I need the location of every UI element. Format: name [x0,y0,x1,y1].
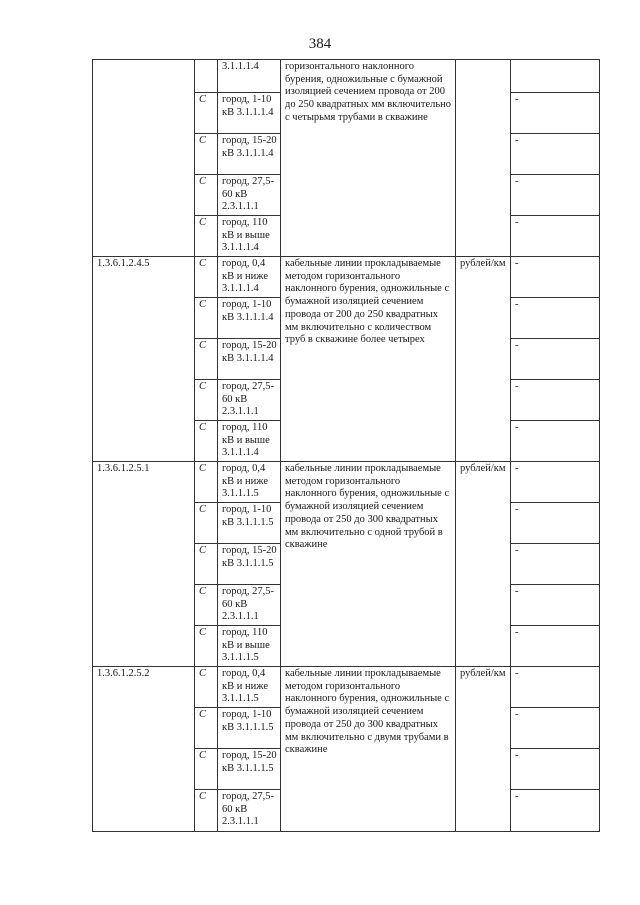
letter-cell: С [195,462,218,503]
tariff-table-body [93,60,600,832]
letter-cell [195,60,218,93]
value-cell: - [511,339,600,380]
area-cell: город, 15-20 кВ 3.1.1.1.5 [218,544,281,585]
code-cell: 1.3.6.1.2.5.2 [93,667,195,832]
letter-cell: С [195,667,218,708]
description-cell: кабельные линии прокладываемые методом горизонтального наклонного бурения, одножильные с бумажной изоляцией сечением провода от 200 до 250 квадратных мм включительно с количеством труб в скважине более четырех [281,257,456,462]
unit-cell [456,60,511,257]
description-cell: горизонтального наклонного бурения, одножильные с бумажной изоляцией сечением провода от 200 до 250 квадратных мм включительно с четырьмя трубами в скважине [281,60,456,257]
value-cell: - [511,93,600,134]
area-cell: город, 1-10 кВ 3.1.1.1.5 [218,503,281,544]
area-cell: город, 27,5-60 кВ 2.3.1.1.1 [218,175,281,216]
area-cell: город, 1-10 кВ 3.1.1.1.5 [218,708,281,749]
value-cell: - [511,257,600,298]
value-cell: - [511,585,600,626]
letter-cell: С [195,585,218,626]
code-cell [93,60,195,257]
tariff-table [92,59,600,832]
area-cell: город, 110 кВ и выше 3.1.1.1.5 [218,626,281,667]
area-cell: город, 15-20 кВ 3.1.1.1.4 [218,339,281,380]
value-cell: - [511,626,600,667]
value-cell: - [511,298,600,339]
area-cell: 3.1.1.1.4 [218,60,281,93]
value-cell: - [511,503,600,544]
value-cell: - [511,134,600,175]
unit-cell: рублей/км [456,462,511,667]
area-cell: город, 0,4 кВ и ниже 3.1.1.1.5 [218,667,281,708]
letter-cell: С [195,708,218,749]
unit-cell: рублей/км [456,257,511,462]
table-row [93,60,600,93]
area-cell: город, 110 кВ и выше 3.1.1.1.4 [218,216,281,257]
letter-cell: С [195,421,218,462]
area-cell: город, 15-20 кВ 3.1.1.1.4 [218,134,281,175]
area-cell: город, 27,5-60 кВ 2.3.1.1.1 [218,585,281,626]
letter-cell: С [195,380,218,421]
letter-cell: С [195,93,218,134]
value-cell: - [511,380,600,421]
letter-cell: С [195,626,218,667]
area-cell: город, 1-10 кВ 3.1.1.1.4 [218,93,281,134]
letter-cell: С [195,790,218,832]
area-cell: город, 27,5-60 кВ 2.3.1.1.1 [218,380,281,421]
value-cell: - [511,790,600,832]
area-cell: город, 0,4 кВ и ниже 3.1.1.1.4 [218,257,281,298]
letter-cell: С [195,339,218,380]
letter-cell: С [195,544,218,585]
value-cell: - [511,667,600,708]
table-row [93,257,600,298]
letter-cell: С [195,503,218,544]
description-cell: кабельные линии прокладываемые методом горизонтального наклонного бурения, одножильные с бумажной изоляцией сечением провода от 250 до 300 квадратных мм включительно с двумя трубами в скважине [281,667,456,832]
value-cell: - [511,462,600,503]
unit-cell: рублей/км [456,667,511,832]
code-cell: 1.3.6.1.2.5.1 [93,462,195,667]
value-cell: - [511,216,600,257]
letter-cell: С [195,175,218,216]
description-cell: кабельные линии прокладываемые методом горизонтального наклонного бурения, одножильные с бумажной изоляцией сечением провода от 250 до 300 квадратных мм включительно с одной трубой в скважине [281,462,456,667]
page-number: 384 [308,36,332,52]
letter-cell: С [195,134,218,175]
table-row [93,667,600,708]
area-cell: город, 110 кВ и выше 3.1.1.1.4 [218,421,281,462]
value-cell: - [511,544,600,585]
value-cell: - [511,421,600,462]
value-cell: - [511,749,600,790]
value-cell [511,60,600,93]
area-cell: город, 15-20 кВ 3.1.1.1.5 [218,749,281,790]
table-row [93,462,600,503]
area-cell: город, 27,5-60 кВ 2.3.1.1.1 [218,790,281,832]
letter-cell: С [195,298,218,339]
value-cell: - [511,175,600,216]
code-cell: 1.3.6.1.2.4.5 [93,257,195,462]
value-cell: - [511,708,600,749]
letter-cell: С [195,749,218,790]
area-cell: город, 1-10 кВ 3.1.1.1.4 [218,298,281,339]
letter-cell: С [195,257,218,298]
letter-cell: С [195,216,218,257]
area-cell: город, 0,4 кВ и ниже 3.1.1.1.5 [218,462,281,503]
